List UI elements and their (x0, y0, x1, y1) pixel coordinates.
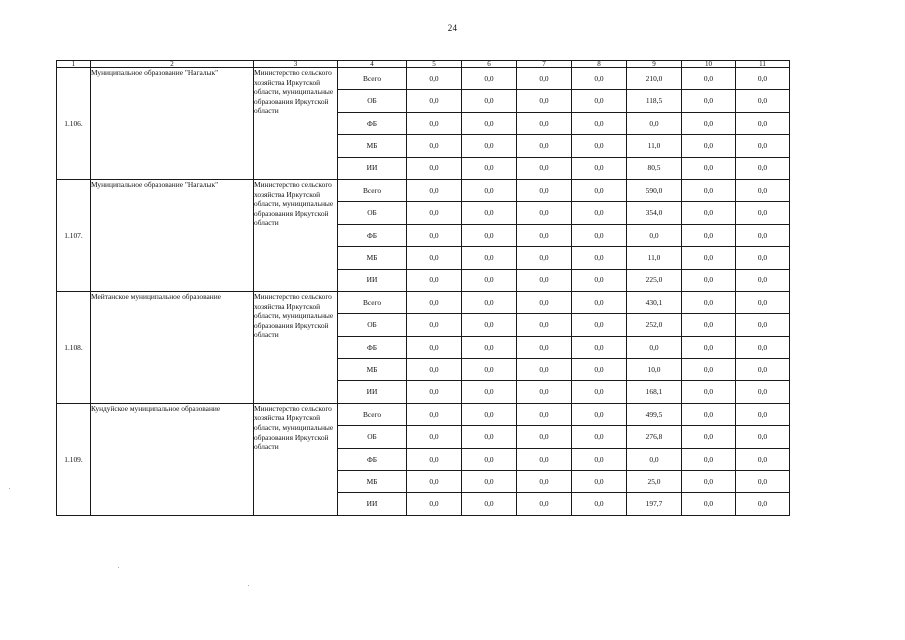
funding-value: 0,0 (682, 336, 736, 358)
funding-value: 0,0 (407, 493, 462, 515)
column-number: 8 (572, 61, 627, 68)
column-number: 3 (254, 61, 338, 68)
funding-value: 0,0 (462, 202, 517, 224)
funding-source: Всего (338, 68, 407, 90)
table-row (57, 403, 790, 425)
funding-source: ИИ (338, 381, 407, 403)
funding-value: 0,0 (572, 471, 627, 493)
funding-source: Всего (338, 179, 407, 201)
funding-value: 0,0 (462, 269, 517, 291)
funding-value: 0,0 (462, 179, 517, 201)
funding-value: 0,0 (517, 135, 572, 157)
funding-value: 0,0 (517, 90, 572, 112)
funding-value: 0,0 (572, 493, 627, 515)
funding-value: 0,0 (736, 314, 790, 336)
column-number: 7 (517, 61, 572, 68)
funding-value: 0,0 (572, 135, 627, 157)
funding-value: 0,0 (407, 336, 462, 358)
funding-value: 0,0 (572, 90, 627, 112)
funding-value: 0,0 (462, 68, 517, 90)
funding-value: 0,0 (682, 179, 736, 201)
funding-value: 0,0 (736, 403, 790, 425)
funding-value: 0,0 (407, 448, 462, 470)
scan-speck (118, 567, 119, 568)
funding-value: 0,0 (462, 90, 517, 112)
funding-value: 0,0 (462, 403, 517, 425)
funding-value: 0,0 (407, 202, 462, 224)
funding-value: 0,0 (736, 68, 790, 90)
funding-value: 0,0 (572, 179, 627, 201)
funding-value: 0,0 (736, 448, 790, 470)
funding-value: 0,0 (627, 112, 682, 134)
funding-value: 225,0 (627, 269, 682, 291)
program-table (56, 60, 790, 516)
item-number: 1.106. (57, 68, 91, 180)
column-number: 9 (627, 61, 682, 68)
funding-value: 0,0 (407, 224, 462, 246)
funding-value: 0,0 (517, 426, 572, 448)
funding-source: МБ (338, 471, 407, 493)
funding-value: 0,0 (462, 112, 517, 134)
funding-source: ОБ (338, 426, 407, 448)
responsible-executor: Министерство сельского хозяйства Иркутской области, муниципальные образования Иркутской области (254, 179, 338, 291)
funding-value: 0,0 (517, 247, 572, 269)
funding-source: ОБ (338, 90, 407, 112)
funding-value: 80,5 (627, 157, 682, 179)
funding-value: 0,0 (407, 359, 462, 381)
funding-value: 0,0 (407, 112, 462, 134)
funding-value: 0,0 (462, 336, 517, 358)
item-number: 1.109. (57, 403, 91, 515)
funding-value: 0,0 (572, 381, 627, 403)
responsible-executor: Министерство сельского хозяйства Иркутской области, муниципальные образования Иркутской области (254, 291, 338, 403)
funding-value: 0,0 (736, 381, 790, 403)
funding-value: 0,0 (407, 68, 462, 90)
funding-value: 0,0 (572, 202, 627, 224)
funding-value: 0,0 (407, 179, 462, 201)
funding-value: 0,0 (462, 291, 517, 313)
funding-value: 0,0 (407, 426, 462, 448)
funding-source: Всего (338, 291, 407, 313)
funding-source: МБ (338, 247, 407, 269)
funding-value: 0,0 (462, 247, 517, 269)
funding-value: 25,0 (627, 471, 682, 493)
funding-value: 0,0 (517, 471, 572, 493)
funding-value: 0,0 (517, 381, 572, 403)
column-number: 4 (338, 61, 407, 68)
funding-source: ФБ (338, 224, 407, 246)
table-row (57, 291, 790, 313)
item-number: 1.107. (57, 179, 91, 291)
funding-value: 0,0 (682, 135, 736, 157)
funding-source: ОБ (338, 314, 407, 336)
table-row (57, 179, 790, 201)
funding-value: 0,0 (682, 448, 736, 470)
funding-value: 0,0 (682, 359, 736, 381)
funding-value: 0,0 (736, 493, 790, 515)
funding-value: 0,0 (517, 359, 572, 381)
funding-value: 430,1 (627, 291, 682, 313)
funding-value: 0,0 (682, 381, 736, 403)
funding-value: 0,0 (572, 314, 627, 336)
funding-value: 0,0 (517, 202, 572, 224)
funding-value: 0,0 (517, 403, 572, 425)
funding-value: 0,0 (517, 314, 572, 336)
funding-value: 0,0 (517, 112, 572, 134)
funding-value: 0,0 (682, 314, 736, 336)
funding-value: 0,0 (736, 202, 790, 224)
funding-value: 0,0 (572, 224, 627, 246)
funding-value: 0,0 (682, 403, 736, 425)
funding-value: 168,1 (627, 381, 682, 403)
funding-value: 252,0 (627, 314, 682, 336)
funding-value: 0,0 (407, 314, 462, 336)
funding-value: 0,0 (736, 157, 790, 179)
funding-value: 0,0 (517, 68, 572, 90)
funding-value: 0,0 (736, 112, 790, 134)
funding-source: ИИ (338, 269, 407, 291)
funding-value: 11,0 (627, 247, 682, 269)
funding-source: МБ (338, 135, 407, 157)
funding-value: 0,0 (517, 336, 572, 358)
column-number: 6 (462, 61, 517, 68)
funding-value: 0,0 (517, 448, 572, 470)
funding-value: 0,0 (407, 291, 462, 313)
column-number: 5 (407, 61, 462, 68)
funding-source: ФБ (338, 448, 407, 470)
funding-value: 0,0 (572, 269, 627, 291)
column-number: 2 (91, 61, 254, 68)
funding-value: 0,0 (736, 135, 790, 157)
funding-value: 0,0 (407, 247, 462, 269)
funding-value: 0,0 (572, 359, 627, 381)
funding-source: ИИ (338, 157, 407, 179)
funding-value: 0,0 (407, 471, 462, 493)
funding-value: 0,0 (736, 269, 790, 291)
funding-value: 0,0 (407, 269, 462, 291)
funding-value: 0,0 (407, 403, 462, 425)
funding-value: 0,0 (572, 291, 627, 313)
funding-value: 0,0 (736, 426, 790, 448)
funding-value: 0,0 (462, 314, 517, 336)
funding-value: 0,0 (572, 448, 627, 470)
funding-value: 0,0 (572, 426, 627, 448)
funding-value: 0,0 (572, 112, 627, 134)
funding-value: 0,0 (517, 291, 572, 313)
funding-value: 0,0 (462, 381, 517, 403)
funding-value: 0,0 (517, 224, 572, 246)
funding-value: 0,0 (627, 224, 682, 246)
funding-value: 0,0 (736, 224, 790, 246)
funding-source: ФБ (338, 336, 407, 358)
column-number: 10 (682, 61, 736, 68)
funding-value: 0,0 (736, 179, 790, 201)
column-number: 11 (736, 61, 790, 68)
funding-value: 0,0 (462, 493, 517, 515)
funding-value: 0,0 (517, 493, 572, 515)
funding-value: 0,0 (462, 471, 517, 493)
funding-value: 0,0 (736, 471, 790, 493)
funding-value: 0,0 (462, 359, 517, 381)
funding-source: ОБ (338, 202, 407, 224)
funding-value: 0,0 (682, 202, 736, 224)
responsible-executor: Министерство сельского хозяйства Иркутской области, муниципальные образования Иркутской области (254, 403, 338, 515)
funding-value: 0,0 (462, 135, 517, 157)
funding-value: 276,8 (627, 426, 682, 448)
funding-source: МБ (338, 359, 407, 381)
funding-value: 0,0 (682, 269, 736, 291)
funding-value: 0,0 (407, 90, 462, 112)
page-number: 24 (447, 23, 458, 33)
column-number: 1 (57, 61, 91, 68)
funding-value: 590,0 (627, 179, 682, 201)
funding-value: 0,0 (407, 157, 462, 179)
funding-value: 0,0 (682, 68, 736, 90)
funding-value: 0,0 (572, 403, 627, 425)
funding-value: 499,5 (627, 403, 682, 425)
municipality-name: Муниципальное образование "Нагалык" (91, 68, 254, 180)
funding-value: 0,0 (572, 68, 627, 90)
funding-value: 0,0 (627, 336, 682, 358)
municipality-name: Муниципальное образование "Нагалык" (91, 179, 254, 291)
funding-value: 0,0 (682, 112, 736, 134)
funding-value: 0,0 (682, 471, 736, 493)
funding-value: 0,0 (736, 359, 790, 381)
funding-value: 0,0 (462, 448, 517, 470)
funding-value: 11,0 (627, 135, 682, 157)
funding-value: 0,0 (517, 179, 572, 201)
funding-value: 0,0 (682, 247, 736, 269)
funding-value: 118,5 (627, 90, 682, 112)
funding-value: 0,0 (462, 224, 517, 246)
funding-value: 0,0 (682, 493, 736, 515)
funding-source: Всего (338, 403, 407, 425)
funding-value: 0,0 (517, 157, 572, 179)
funding-value: 0,0 (462, 157, 517, 179)
municipality-name: Мейтанское муниципальное образование (91, 291, 254, 403)
scan-speck (9, 488, 10, 489)
funding-value: 0,0 (407, 381, 462, 403)
scan-speck (248, 585, 249, 586)
funding-value: 0,0 (682, 426, 736, 448)
funding-value: 0,0 (407, 135, 462, 157)
funding-value: 0,0 (682, 224, 736, 246)
funding-value: 0,0 (736, 291, 790, 313)
funding-value: 354,0 (627, 202, 682, 224)
funding-value: 0,0 (682, 90, 736, 112)
funding-value: 0,0 (627, 448, 682, 470)
funding-value: 0,0 (736, 247, 790, 269)
responsible-executor: Министерство сельского хозяйства Иркутской области, муниципальные образования Иркутской области (254, 68, 338, 180)
funding-source: ИИ (338, 493, 407, 515)
funding-value: 197,7 (627, 493, 682, 515)
funding-value: 0,0 (517, 269, 572, 291)
funding-value: 10,0 (627, 359, 682, 381)
funding-value: 0,0 (736, 90, 790, 112)
funding-value: 0,0 (682, 291, 736, 313)
funding-source: ФБ (338, 112, 407, 134)
table-row (57, 68, 790, 90)
funding-value: 0,0 (736, 336, 790, 358)
funding-value: 0,0 (462, 426, 517, 448)
funding-value: 210,0 (627, 68, 682, 90)
funding-value: 0,0 (572, 336, 627, 358)
municipality-name: Кундуйское муниципальное образование (91, 403, 254, 515)
column-number-row (57, 61, 790, 68)
funding-value: 0,0 (572, 247, 627, 269)
funding-value: 0,0 (572, 157, 627, 179)
funding-value: 0,0 (682, 157, 736, 179)
item-number: 1.108. (57, 291, 91, 403)
